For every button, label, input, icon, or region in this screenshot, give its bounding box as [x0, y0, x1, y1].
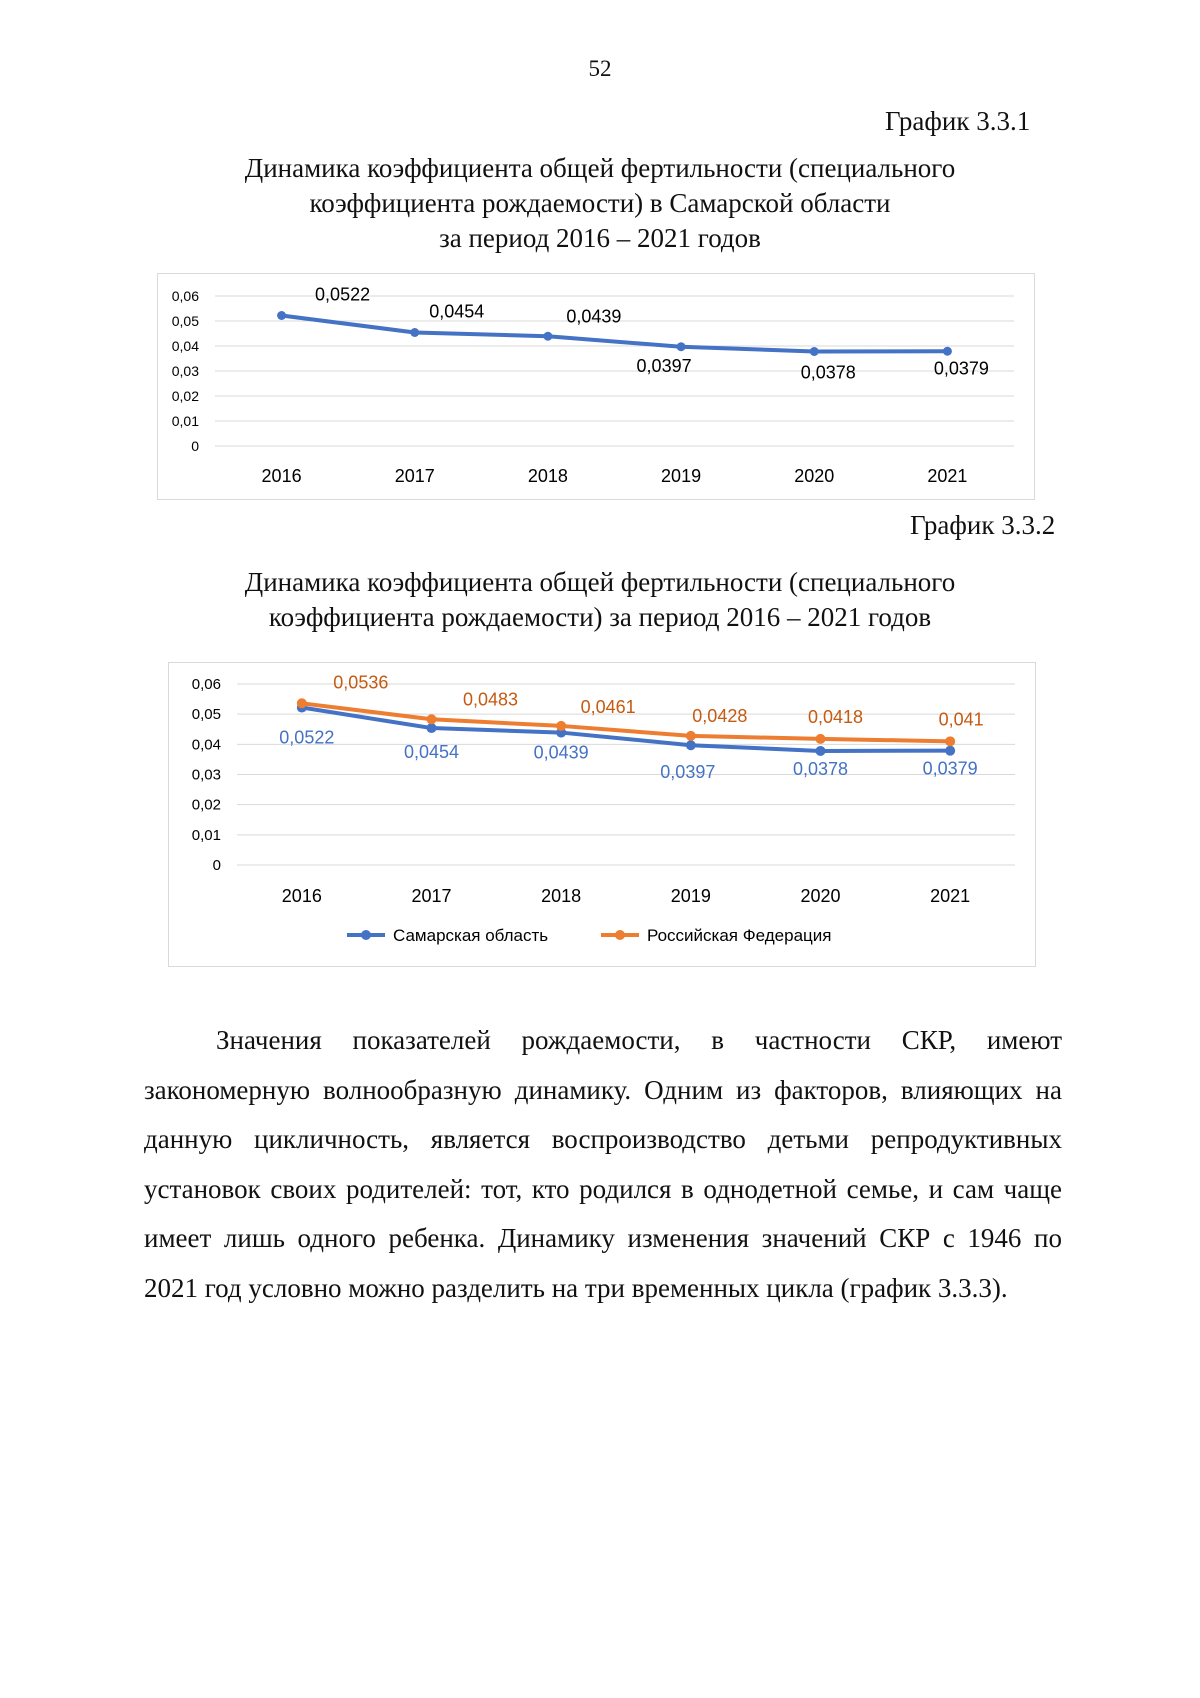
figure-title-3-3-1 [130, 151, 1070, 256]
x-tick-label: 2018 [541, 886, 582, 906]
y-tick-label: 0,04 [191, 736, 221, 754]
y-tick-label: 0,04 [171, 338, 199, 354]
x-tick-label: 2019 [670, 886, 711, 906]
figure-title-3-3-2 [130, 565, 1070, 635]
data-point [427, 714, 437, 724]
y-tick-label: 0,02 [171, 388, 199, 404]
data-point [427, 723, 437, 733]
data-point [816, 746, 826, 756]
legend-marker [361, 930, 371, 940]
chart-3-3-1 [157, 273, 1035, 500]
body-text [144, 1016, 1062, 1313]
y-tick-label: 0 [191, 438, 199, 454]
data-label: 0,0439 [566, 306, 622, 327]
y-tick-label: 0,03 [191, 766, 221, 784]
data-point [686, 731, 696, 741]
x-tick-label: 2018 [527, 466, 568, 486]
data-label: 0,041 [938, 709, 984, 730]
figure-title-line: коэффициента рождаемости) за период 2016 – 2021 годов [268, 602, 932, 632]
legend-label: Самарская область [393, 926, 549, 945]
page-number: 52 [588, 56, 612, 81]
data-point [686, 740, 696, 750]
data-point [543, 332, 552, 341]
y-tick-label: 0,06 [171, 288, 199, 304]
data-label: 0,0397 [636, 355, 692, 376]
data-label: 0,0461 [580, 696, 636, 717]
y-tick-label: 0,01 [191, 826, 221, 844]
figure-label-3-3-2: График 3.3.2 [910, 510, 1056, 540]
figure-title-line: коэффициента рождаемости) в Самарской области [309, 188, 891, 218]
x-tick-label: 2021 [927, 466, 968, 486]
figure-title-line: Динамика коэффициента общей фертильности (специального [244, 153, 956, 183]
data-label: 0,0418 [807, 706, 864, 727]
data-label: 0,0483 [462, 689, 519, 710]
data-point [556, 721, 566, 731]
x-tick-label: 2019 [661, 466, 702, 486]
y-tick-label: 0 [212, 857, 221, 874]
chart-3-3-2-svg [169, 663, 1035, 966]
x-tick-label: 2016 [281, 886, 322, 906]
y-tick-label: 0,06 [191, 676, 221, 693]
x-tick-label: 2021 [930, 886, 971, 906]
y-tick-label: 0,02 [191, 796, 221, 814]
data-label: 0,0378 [800, 362, 856, 383]
y-tick-label: 0,05 [171, 313, 199, 329]
data-point [945, 736, 955, 746]
data-label: 0,0428 [692, 705, 748, 726]
data-point [277, 311, 286, 320]
data-point [816, 734, 826, 744]
figure-label-3-3-1: График 3.3.1 [885, 106, 1031, 136]
legend-label: Российская Федерация [647, 926, 832, 945]
x-tick-label: 2017 [411, 886, 452, 906]
data-label: 0,0397 [660, 762, 716, 783]
figure-title-line: за период 2016 – 2021 годов [439, 223, 761, 253]
body-paragraph: Значения показателей рождаемости, в частности СКР, имеют закономерную волнообразную динамику. Одним из факторов, влияющих на данную цикличность, является воспроизводство детьми репродуктивных установок своих родителей: тот, кто родился в однодетной семье, и сам чаще имеет лишь одного ребенка. Динамику изменения значений СКР с 1946 по 2021 год условно можно разделить на три временных цикла (график 3.3.3). [144, 1025, 1062, 1303]
data-label: 0,0522 [279, 727, 335, 748]
y-tick-label: 0,01 [171, 413, 199, 429]
figure-title-line: Динамика коэффициента общей фертильности (специального [244, 567, 956, 597]
data-label: 0,0379 [922, 758, 978, 779]
y-tick-label: 0,03 [171, 363, 199, 379]
chart-3-3-2 [168, 662, 1036, 967]
x-tick-label: 2020 [794, 466, 835, 486]
data-label: 0,0439 [533, 742, 589, 763]
x-tick-label: 2016 [261, 466, 302, 486]
x-tick-label: 2017 [394, 466, 435, 486]
data-label: 0,0454 [403, 742, 460, 763]
y-tick-label: 0,05 [191, 706, 221, 724]
chart-3-3-1-svg [158, 274, 1034, 499]
data-label: 0,0454 [429, 301, 485, 322]
data-label: 0,0522 [315, 284, 371, 305]
data-point [945, 746, 955, 756]
data-point [410, 328, 419, 337]
legend-marker [615, 930, 625, 940]
data-point [943, 347, 952, 356]
data-point [297, 698, 307, 708]
data-point [677, 342, 686, 351]
data-label: 0,0378 [792, 758, 849, 779]
data-label: 0,0536 [333, 672, 389, 693]
x-tick-label: 2020 [800, 886, 841, 906]
data-label: 0,0379 [933, 358, 989, 379]
data-point [810, 347, 819, 356]
